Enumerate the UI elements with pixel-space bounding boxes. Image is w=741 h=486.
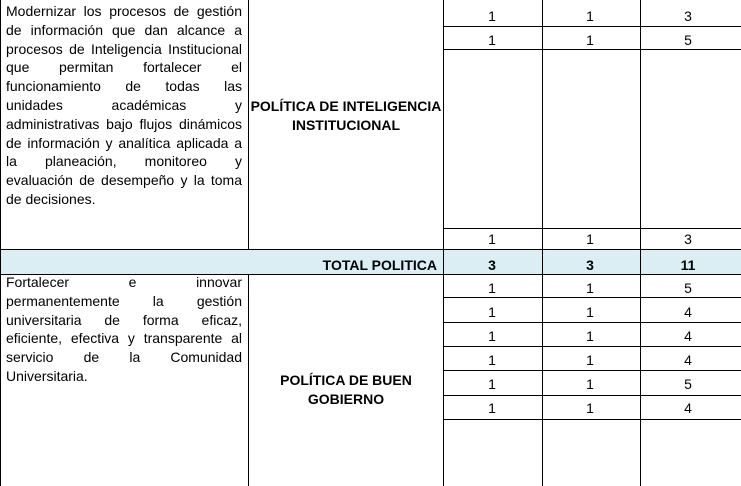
policy-name-line: POLÍTICA DE BUEN: [280, 372, 412, 388]
row-line: [443, 322, 741, 323]
row-line: [443, 370, 741, 371]
col-divider-3: [640, 0, 641, 486]
policy-name-1: [249, 97, 443, 135]
cell-value: 1: [488, 352, 496, 368]
objective-line: servicio de la Comunidad: [6, 349, 242, 366]
objective-line: de decisiones.: [6, 190, 96, 207]
objective-text-1: [6, 2, 242, 209]
policy-name-line: GOBIERNO: [307, 391, 385, 407]
cell-value: 5: [684, 32, 692, 48]
cell-value: 1: [586, 352, 594, 368]
objective-line: de información que dan alcance a: [6, 21, 242, 38]
cell-value: 1: [488, 32, 496, 48]
cell-value: 5: [684, 376, 692, 392]
total-row-label: TOTAL POLITICA: [322, 257, 437, 273]
row-line: [443, 49, 741, 50]
objective-text-2: [6, 273, 242, 386]
cell-value: 1: [586, 280, 594, 296]
objective-line: Modernizar los procesos de gestión: [6, 3, 242, 19]
objective-line: administrativas bajo flujos dinámicos: [6, 115, 242, 132]
cell-value: 1: [586, 328, 594, 344]
objective-line: unidades académicas y: [6, 96, 242, 113]
cell-value: 1: [488, 231, 496, 247]
objective-line: Fortalecer e innovar: [6, 274, 242, 290]
cell-value: 1: [586, 304, 594, 320]
table-left-border: [0, 0, 1, 486]
cell-value: 1: [488, 304, 496, 320]
cell-value: 1: [586, 400, 594, 416]
cell-value: 1: [488, 8, 496, 24]
row-line: [443, 346, 741, 347]
cell-value: 4: [684, 328, 692, 344]
cell-value: 1: [586, 8, 594, 24]
objective-line: que permitan fortalecer el: [6, 59, 242, 76]
total-value: 3: [586, 257, 594, 273]
policy-name-line: POLÍTICA DE INTELIGENCIA: [250, 98, 442, 114]
total-value: 3: [488, 257, 496, 273]
cell-value: 4: [684, 352, 692, 368]
row-line: [443, 419, 741, 420]
cell-value: 1: [488, 280, 496, 296]
objective-line: universitaria de forma eficaz,: [6, 311, 242, 328]
objective-line: procesos de Inteligencia Institucional: [6, 40, 242, 57]
cell-value: 1: [586, 32, 594, 48]
cell-value: 4: [684, 400, 692, 416]
col-divider-policy: [443, 0, 444, 486]
row-line: [443, 26, 741, 27]
cell-value: 1: [488, 328, 496, 344]
total-value: 11: [680, 257, 696, 273]
policy-name-2: [249, 371, 443, 409]
objective-line: permanentemente la gestión: [6, 292, 242, 309]
objective-line: de información y analítica aplicada a: [6, 134, 242, 151]
cell-value: 1: [488, 400, 496, 416]
cell-value: 4: [684, 304, 692, 320]
cell-value: 5: [684, 280, 692, 296]
cell-value: 3: [684, 231, 692, 247]
col-divider-2: [542, 0, 543, 486]
row-line: [443, 297, 741, 298]
cell-value: 1: [586, 231, 594, 247]
section-bottom-line: [0, 249, 741, 250]
cell-value: 1: [488, 376, 496, 392]
objective-line: funcionamiento de todas las: [6, 78, 242, 95]
cell-value: 3: [684, 8, 692, 24]
objective-line: Universitaria.: [6, 367, 88, 384]
objective-line: eficiente, efectiva y transparente al: [6, 330, 242, 347]
row-line: [443, 395, 741, 396]
objective-line: evaluación de desempeño y la toma: [6, 172, 242, 189]
objective-line: la planeación, monitoreo y: [6, 153, 242, 170]
cell-value: 1: [586, 376, 594, 392]
row-line: [443, 228, 741, 229]
policy-name-line: INSTITUCIONAL: [291, 117, 401, 133]
